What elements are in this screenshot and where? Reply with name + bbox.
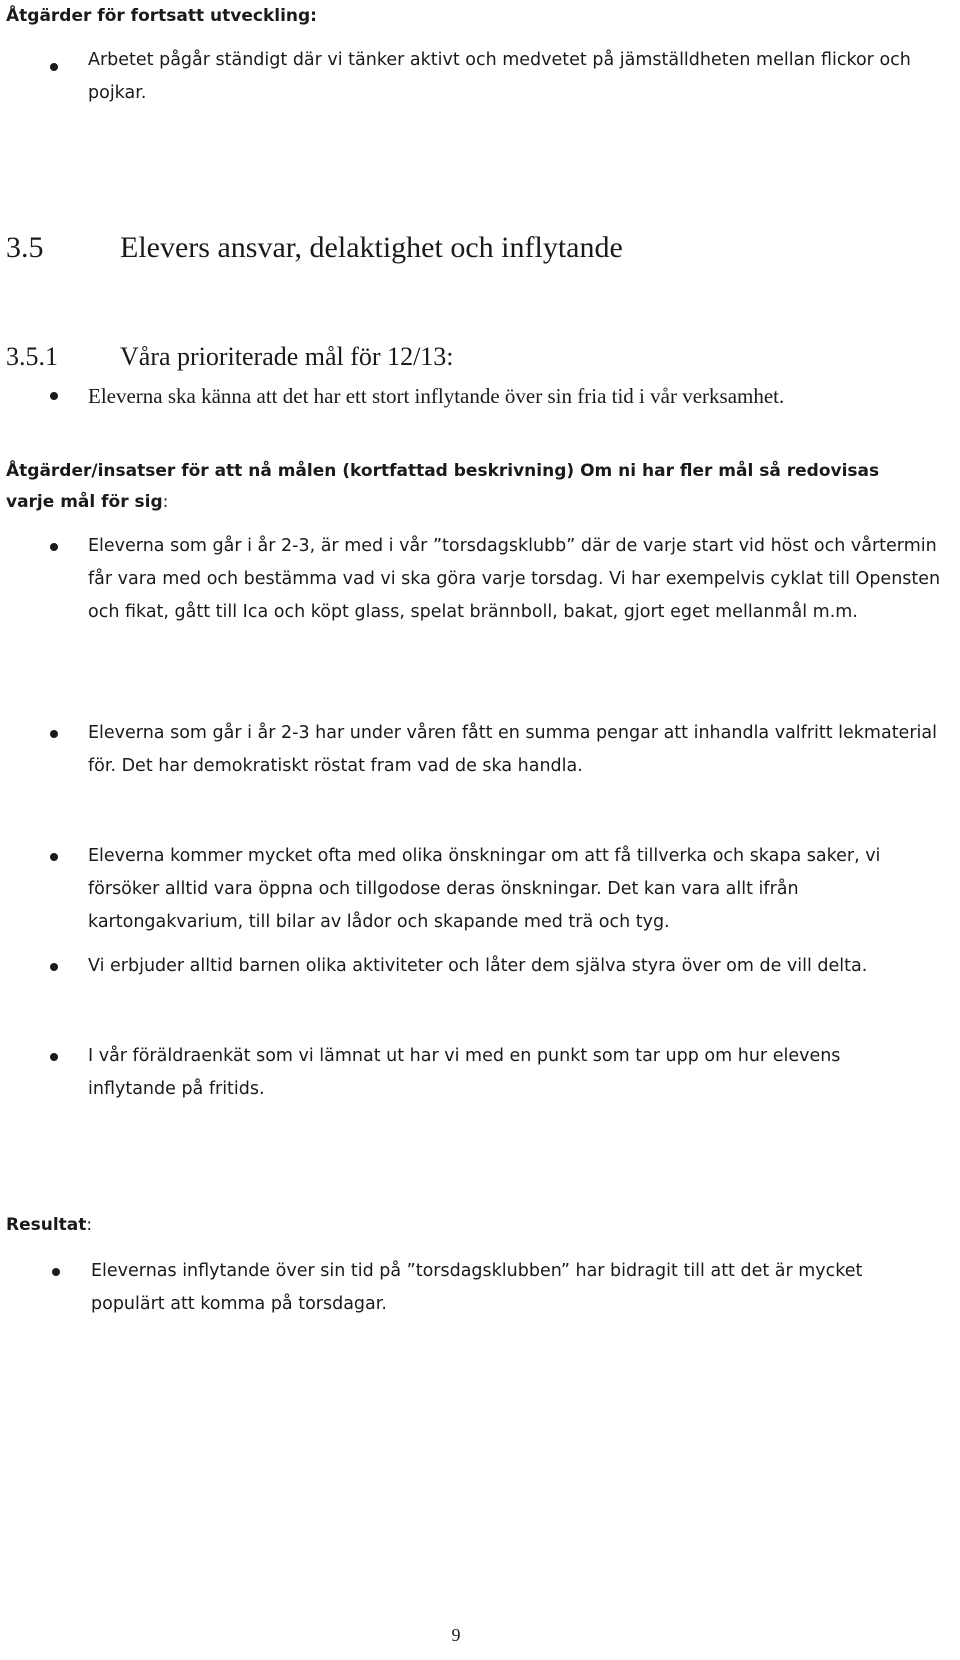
section-label-further-development: Åtgärder för fortsatt utveckling:	[6, 6, 317, 26]
section-label-result: Resultat:	[6, 1215, 93, 1235]
list-item: Eleverna kommer mycket ofta med olika önskningar om att få tillverka och skapa saker, vi försöker alltid vara öppna och tillgodose deras önskningar. Det kan vara allt ifrån kartongakvarium, till bilar av lådor och skapande med trä och tyg.	[88, 846, 881, 932]
bullet-icon	[50, 1053, 58, 1061]
subsection-number-3-5-1: 3.5.1	[6, 342, 58, 371]
list-item: Eleverna som går i år 2-3, är med i vår ”torsdagsklubb” där de varje start vid höst och vårtermin får vara med och bestämma vad vi ska göra varje torsdag. Vi har exempelvis cyklat till Opensten och fikat, gått till Ica och köpt glass, spelat brännboll, bakat, gjort eget mellanmål m.m.	[88, 536, 941, 622]
list-item: Elevernas inflytande över sin tid på ”torsdagsklubben” har bidragit till att det är mycket populärt att komma på torsdagar.	[91, 1261, 863, 1314]
page-number: 9	[451, 1625, 461, 1645]
subsection-heading-title: Våra prioriterade mål för 12/13:	[120, 342, 454, 371]
bullet-icon	[52, 1268, 60, 1276]
list-item: Arbetet pågår ständigt där vi tänker aktivt och medvetet på jämställdheten mellan flickor och pojkar.	[88, 50, 911, 103]
section-heading-title: Elevers ansvar, delaktighet och inflytande	[120, 231, 623, 264]
bullet-icon	[50, 730, 58, 738]
section-number-3-5: 3.5	[6, 231, 44, 264]
section-label-actions: Åtgärder/insatser för att nå målen (kortfattad beskrivning) Om ni har fler mål så redovisas varje mål för sig:	[6, 461, 880, 512]
bullet-icon	[50, 853, 58, 861]
bullet-icon	[50, 392, 58, 400]
bullet-icon	[50, 63, 58, 71]
bullet-icon	[50, 543, 58, 551]
list-item: I vår föräldraenkät som vi lämnat ut har vi med en punkt som tar upp om hur elevens inflytande på fritids.	[88, 1046, 841, 1099]
bullet-icon	[50, 963, 58, 971]
list-item: Vi erbjuder alltid barnen olika aktiviteter och låter dem själva styra över om de vill delta.	[88, 956, 868, 976]
list-item: Eleverna som går i år 2-3 har under våren fått en summa pengar att inhandla valfritt lekmaterial för. Det har demokratiskt röstat fram vad de ska handla.	[88, 723, 937, 776]
list-item: Eleverna ska känna att det har ett stort inflytande över sin fria tid i vår verksamhet.	[88, 384, 785, 408]
